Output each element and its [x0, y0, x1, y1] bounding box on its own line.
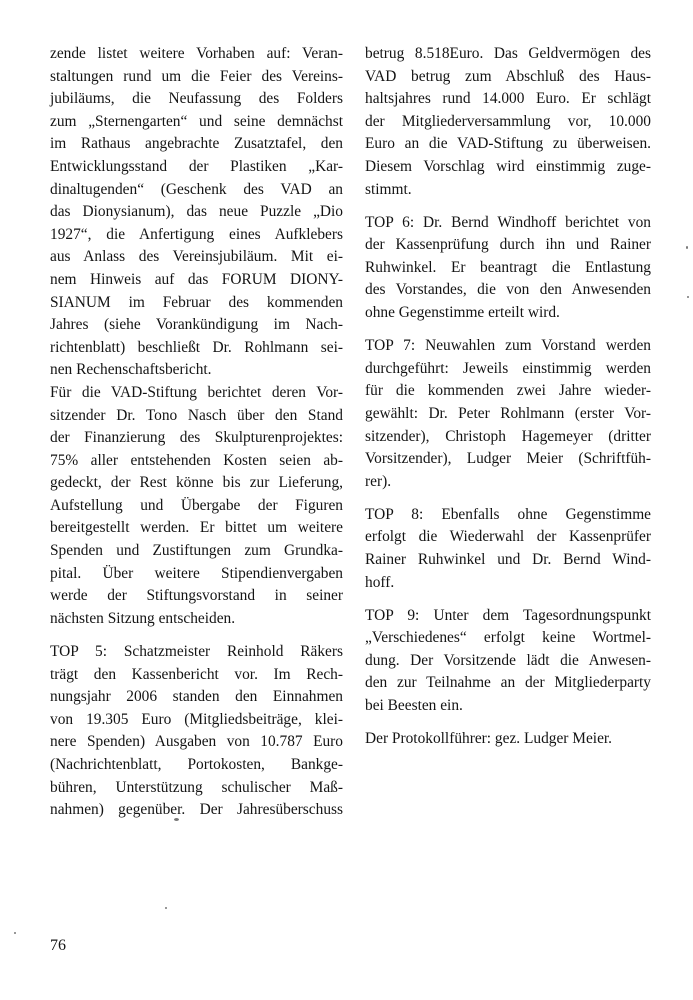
text-line: der Finanzierung des Skulpturenprojektes: [50, 429, 343, 447]
text-line: TOP 6: Dr. Bernd Windhoff berichtet von [365, 213, 651, 231]
text-line: rer). [365, 472, 392, 490]
right-paragraph [365, 605, 651, 718]
text-line: richtenblatt) beschließt Dr. Rohlmann sei- [50, 338, 343, 356]
text-line: jubiläums, die Neufassung des Folders [50, 90, 343, 108]
paragraph-spacer [365, 594, 651, 605]
text-line: Entwicklungsstand der Plastiken „Kar- [50, 157, 343, 175]
text-line: erfolgt die Wiederwahl der Kassenprüfer [365, 528, 651, 546]
scan-speck [174, 818, 179, 821]
left-column [50, 43, 343, 822]
paragraph-spacer [365, 718, 651, 729]
text-line: Euro an die VAD-Stiftung zu überweisen. [365, 135, 651, 153]
text-line: Vorsitzender), Ludger Meier (Schriftfüh- [365, 450, 651, 468]
left-paragraph [50, 641, 343, 822]
text-line: nem Hinweis auf das FORUM DIONY- [50, 270, 343, 288]
text-line: aus Anlass des Vereinsjubiläum. Mit ei- [50, 248, 343, 266]
text-line: für die kommenden zwei Jahre wieder- [365, 382, 651, 400]
right-paragraph [365, 728, 651, 751]
text-line: TOP 8: Ebenfalls ohne Gegenstimme [365, 505, 651, 523]
text-line: der Kassenprüfung durch ihn und Rainer [365, 236, 651, 254]
text-line: haltsjahres rund 14.000 Euro. Er schlägt [365, 90, 651, 108]
text-line: bereitgestellt werden. Er bittet um weitere [50, 519, 343, 537]
text-line: das Dionysianum), das neue Puzzle „Dio [50, 203, 343, 221]
paragraph-spacer [365, 493, 651, 504]
right-paragraph [365, 43, 651, 201]
text-line: TOP 7: Neuwahlen zum Vorstand werden [365, 337, 651, 355]
left-paragraph [50, 382, 343, 631]
text-line: ohne Gegenstimme erteilt wird. [365, 304, 560, 322]
scan-speck [14, 932, 16, 934]
text-line: staltungen rund um die Feier des Vereins- [50, 67, 343, 85]
text-line: im Rathaus angebrachte Zusatztafel, den [50, 135, 343, 153]
page-number: 76 [50, 937, 66, 954]
text-line: Rainer Ruhwinkel und Dr. Bernd Wind- [365, 550, 651, 568]
text-line: gewählt: Dr. Peter Rohlmann (erster Vor- [365, 404, 651, 422]
paragraph-spacer [365, 201, 651, 212]
text-line: TOP 5: Schatzmeister Reinhold Räkers [50, 642, 343, 660]
text-line: pital. Über weitere Stipendienvergaben [50, 564, 343, 582]
text-line: stimmt. [365, 180, 412, 198]
text-line: (Nachrichtenblatt, Portokosten, Bankge- [50, 755, 343, 773]
text-line: dung. Der Vorsitzende lädt die Anwesen- [365, 651, 651, 669]
scan-speck [687, 296, 689, 298]
text-line: sitzender), Christoph Hagemeyer (dritter [365, 427, 651, 445]
text-line: TOP 9: Unter dem Tagesordnungspunkt [365, 606, 651, 624]
text-line: nungsjahr 2006 standen den Einnahmen [50, 688, 343, 706]
text-line: hoff. [365, 573, 395, 591]
text-line: der Mitgliederversammlung vor, 10.000 [365, 112, 651, 130]
text-line: Spenden und Zustiftungen zum Grundka- [50, 542, 343, 560]
text-line: nahmen) gegenüber. Der Jahresüberschuss [50, 801, 343, 819]
text-line: trägt den Kassenbericht vor. Im Rech- [50, 665, 343, 683]
text-line: von 19.305 Euro (Mitgliedsbeiträge, klei- [50, 710, 343, 728]
text-line: Der Protokollführer: gez. Ludger Meier. [365, 730, 613, 748]
text-line: werde der Stiftungsvorstand in seiner [50, 587, 343, 605]
left-paragraph [50, 43, 343, 382]
text-line: Ruhwinkel. Er beantragt die Entlastung [365, 258, 651, 276]
text-line: bühren, Unterstützung schulischer Maß- [50, 778, 343, 796]
text-line: gedeckt, der Rest könne bis zur Lieferung, [50, 474, 343, 492]
text-line: nächsten Sitzung entscheiden. [50, 609, 236, 627]
scan-speck [686, 246, 688, 249]
text-line: bei Beesten ein. [365, 697, 463, 715]
text-line: zende listet weitere Vorhaben auf: Veran- [50, 45, 343, 62]
text-line: zum „Sternengarten“ und seine demnächst [50, 112, 343, 130]
right-column [365, 43, 651, 751]
text-line: Aufstellung und Übergabe der Figuren [50, 496, 343, 514]
text-line: Für die VAD-Stiftung berichtet deren Vor- [50, 383, 343, 401]
text-line: betrug 8.518Euro. Das Geldvermögen des [365, 45, 651, 62]
text-line: des Vorstandes, die von den Anwesenden [365, 281, 651, 299]
scan-speck [165, 907, 167, 909]
text-line: VAD betrug zum Abschluß des Haus- [365, 67, 651, 85]
text-line: SIANUM im Februar des kommenden [50, 293, 343, 311]
text-line: sitzender Dr. Tono Nasch über den Stand [50, 406, 343, 424]
text-line: 75% aller entstehenden Kosten seien ab- [50, 451, 343, 469]
text-line: Jahres (siehe Vorankündigung im Nach- [50, 316, 343, 334]
right-paragraph [365, 504, 651, 594]
text-line: den zur Teilnahme an der Mitgliederparty [365, 674, 651, 692]
paragraph-spacer [365, 325, 651, 336]
text-line: nen Rechenschaftsbericht. [50, 361, 212, 379]
text-line: Diesem Vorschlag wird einstimmig zuge- [365, 157, 651, 175]
text-line: nere Spenden) Ausgaben von 10.787 Euro [50, 733, 343, 751]
text-line: dinaltugenden“ (Geschenk des VAD an [50, 180, 343, 198]
text-line: 1927“, die Anfertigung eines Aufklebers [50, 225, 343, 243]
paragraph-spacer [50, 630, 343, 641]
text-line: durchgeführt: Jeweils einstimmig werden [365, 359, 651, 377]
right-paragraph [365, 335, 651, 493]
right-paragraph [365, 212, 651, 325]
text-line: „Verschiedenes“ erfolgt keine Wortmel- [365, 629, 651, 647]
